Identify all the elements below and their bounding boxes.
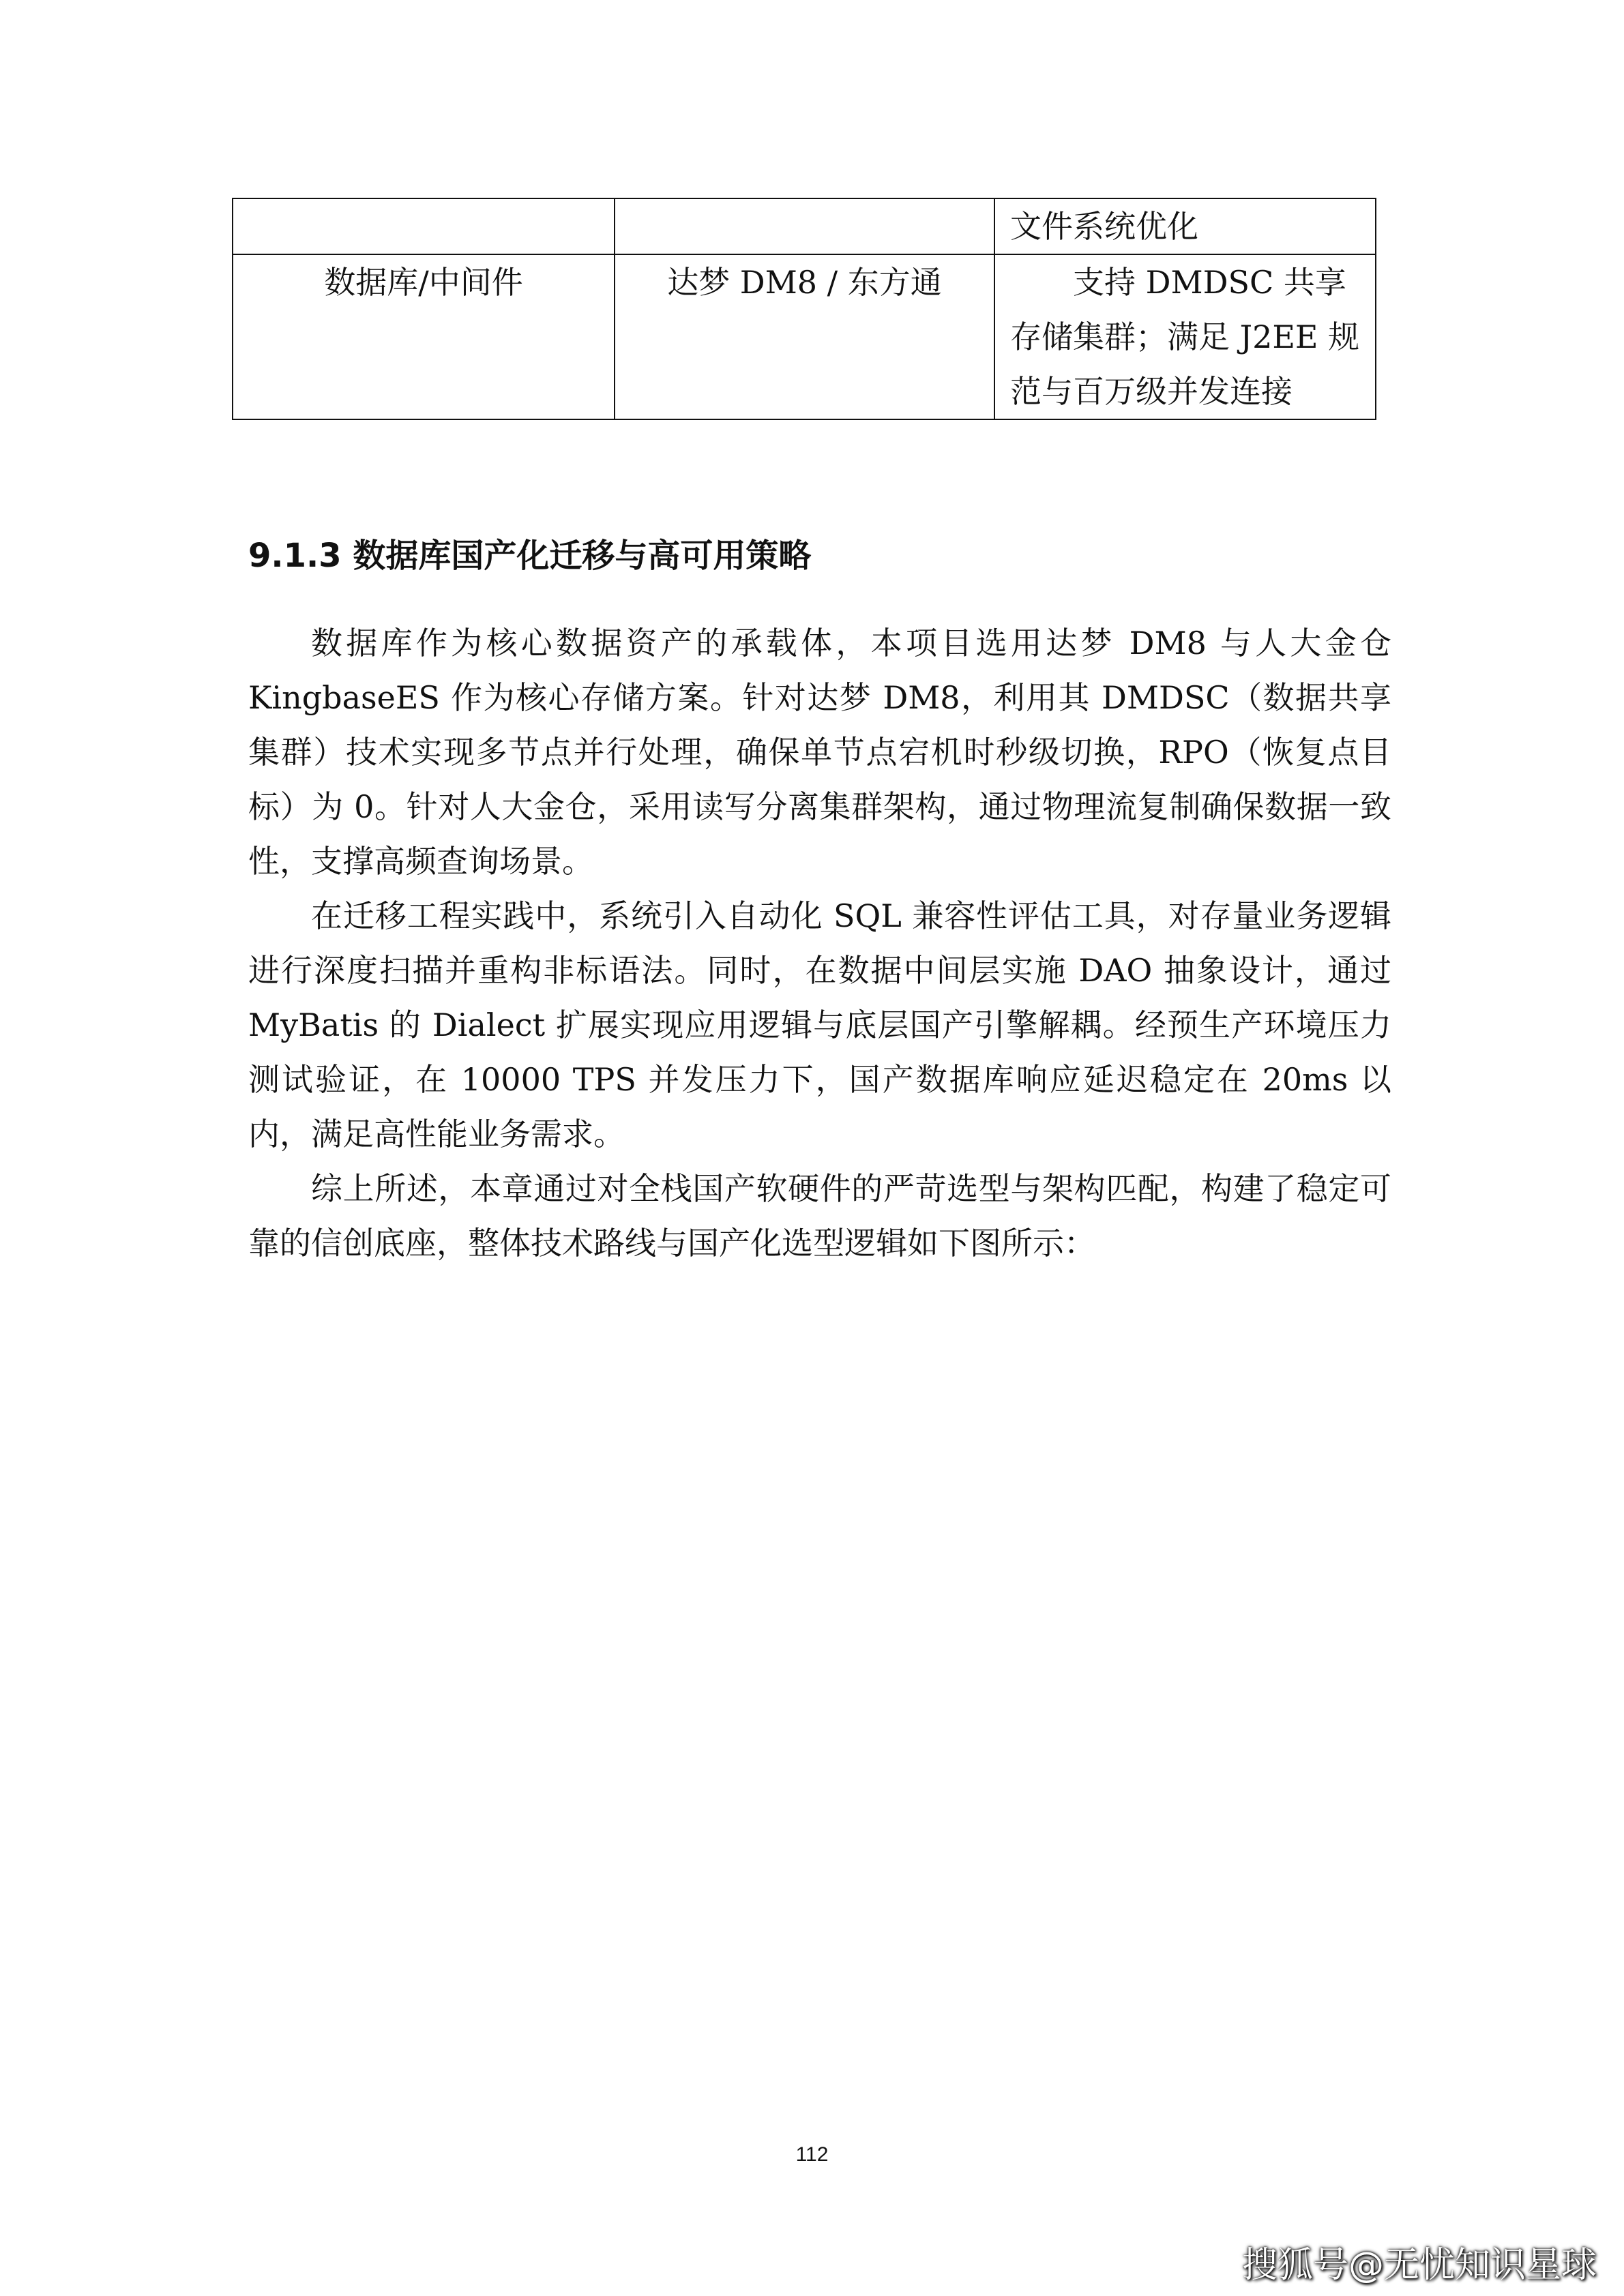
table-cell-category xyxy=(233,198,615,254)
spec-table xyxy=(232,198,1376,420)
page-number: 112 xyxy=(795,2143,829,2166)
table-row xyxy=(233,254,1376,419)
table-cell-product: 达梦 DM8 / 东方通 xyxy=(615,254,994,419)
table-cell-product xyxy=(615,198,994,254)
table-cell-description: 支持 DMDSC 共享存储集群；满足 J2EE 规范与百万级并发连接 xyxy=(994,254,1376,419)
paragraph: 综上所述，本章通过对全栈国产软硬件的严苛选型与架构匹配，构建了稳定可靠的信创底座，整体技术路线与国产化选型逻辑如下图所示： xyxy=(248,1170,1391,1262)
table-cell-category: 数据库/中间件 xyxy=(233,254,615,419)
paragraph: 在迁移工程实践中，系统引入自动化 SQL 兼容性评估工具，对存量业务逻辑进行深度扫描并重构非标语法。同时，在数据中间层实施 DAO 抽象设计，通过 MyBatis 的 Dialect 扩展实现应用逻辑与底层国产引擎解耦。经预生产环境压力测试验证，在 10000 TPS 并发压力下，国产数据库响应延迟稳定在 20ms 以内，满足高性能业务需求。 xyxy=(248,897,1391,1152)
section-body xyxy=(248,616,1391,1270)
section-heading: 9.1.3 数据库国产化迁移与高可用策略 xyxy=(248,537,812,575)
watermark: 搜狐号@无忧知识星球 xyxy=(1241,2245,1597,2286)
paragraph: 数据库作为核心数据资产的承载体，本项目选用达梦 DM8 与人大金仓 KingbaseES 作为核心存储方案。针对达梦 DM8，利用其 DMDSC（数据共享集群）技术实现多节点并行处理，确保单节点宕机时秒级切换，RPO（恢复点目标）为 0。针对人大金仓，采用读写分离集群架构，通过物理流复制确保数据一致性，支撑高频查询场景。 xyxy=(248,625,1391,880)
table-cell-description: 文件系统优化 xyxy=(994,198,1376,254)
table-row xyxy=(233,198,1376,254)
